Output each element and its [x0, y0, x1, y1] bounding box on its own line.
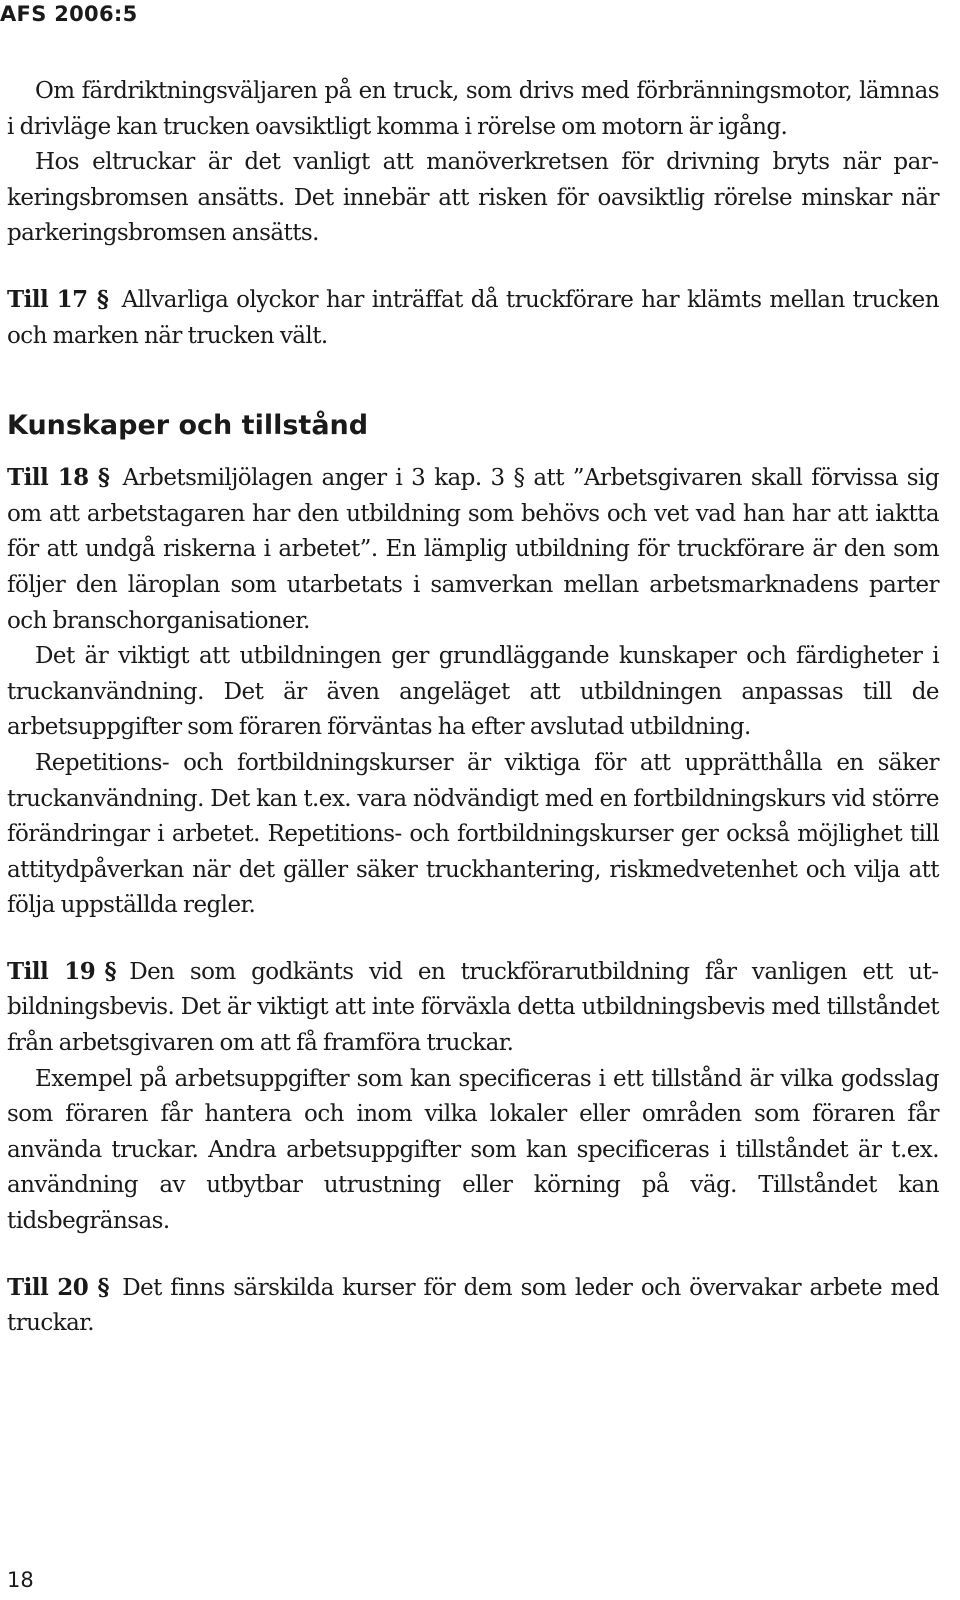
till-20-label: Till 20: [7, 1273, 89, 1301]
page-body: [7, 74, 939, 1342]
till-19-label: Till 19: [7, 957, 96, 985]
intro-paragraph: Hos eltruckar är det vanligt att manöverkretsen för drivning bryts när parkeringsbromsen ansätts. Det innebär att risken för oavsiktlig rörelse minskar när parkeringsbromsen ansätts.: [7, 149, 939, 247]
till-18-label: Till 18: [7, 464, 89, 492]
till-19-paragraph: [7, 954, 939, 1062]
section-heading: Kunskaper och tillstånd: [7, 410, 369, 442]
till-18-paragraph: [7, 460, 939, 639]
till-18-text: Arbetsmiljölagen anger i 3 kap. 3 § att ”Arbetsgivaren skall förvissa sig om att arbetstagaren har den utbildning som behövs och vet vad han har att iaktta för att undgå riskerna i arbetet”. En lämplig utbildning för truckförare är den som följer den läroplan som utarbetats i samverkan mellan arbetsmarknadens parter och branschorganisationer.: [7, 465, 939, 634]
body-paragraph: Det är viktigt att utbildningen ger grundläggande kunskaper och färdigheter i truckanvändning. Det är även angeläget att utbildningen anpassas till de arbetsuppgifter som föraren förväntas ha efter avslutad utbildning.: [7, 643, 939, 741]
page-number: 18: [7, 1568, 34, 1592]
running-header: AFS 2006:5: [0, 2, 138, 26]
till-17-paragraph: [7, 282, 939, 354]
till-20-text: Det finns särskilda kurser för dem som leder och övervakar arbete med truckar.: [7, 1274, 939, 1337]
section-symbol: §: [97, 1273, 109, 1301]
till-19-text: Den som godkänts vid en truckförarutbildning får vanligen ett utbildningsbevis. Det är viktigt att inte förväxla detta utbildningsbevis med tillståndet från arbetsgivaren om att få framföra truckar.: [7, 958, 939, 1057]
section-symbol: §: [97, 464, 110, 492]
body-paragraph: Exempel på arbetsuppgifter som kan specificeras i ett tillstånd är vilka godsslag som föraren får hantera och inom vilka lokaler eller områden som föraren får använda truckar. Andra arbetsuppgifter som kan specificeras i tillståndet är t.ex. användning av utbytbar utrustning eller körning på väg. Tillståndet kan tidsbegränsas.: [7, 1065, 939, 1235]
intro-paragraph: Om färdriktningsväljaren på en truck, som drivs med förbränningsmotor, lämnas i drivläge kan trucken oavsiktligt komma i rörelse om motorn är igång.: [7, 78, 939, 140]
till-17-text: Allvarliga olyckor har inträffat då truckförare har klämts mellan trucken och marken när trucken vält.: [7, 286, 940, 349]
till-20-paragraph: [7, 1270, 939, 1342]
body-paragraph: Repetitions- och fortbildningskurser är viktiga för att upprätthålla en säker truckanvändning. Det kan t.ex. vara nödvändigt med en fortbildningskurs vid större förändringar i arbetet. Repetitions- och fortbildningskurser ger också möjlighet till attitydpåverkan när det gäller säker truckhantering, riskmedvetenhet och vilja att följa uppställda regler.: [7, 749, 939, 919]
till-17-label: Till 17: [7, 285, 88, 313]
section-symbol: §: [96, 285, 109, 313]
section-symbol: §: [104, 957, 116, 985]
